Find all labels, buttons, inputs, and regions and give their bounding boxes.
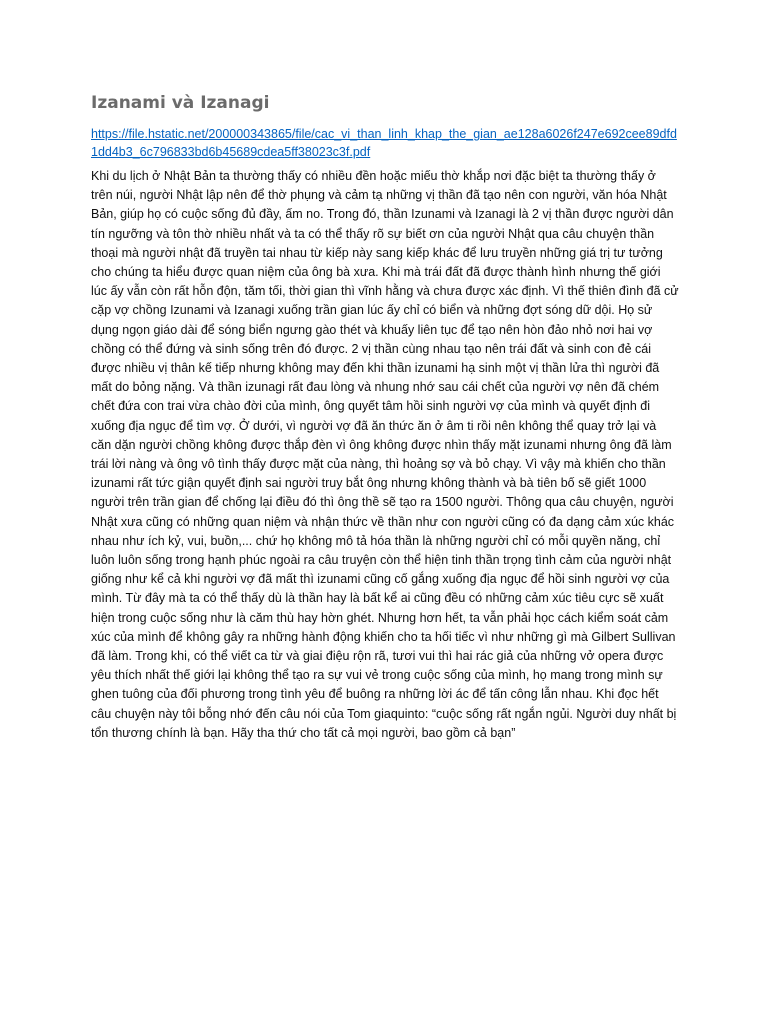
body-paragraph: Khi du lịch ở Nhật Bản ta thường thấy có nhiều đền hoặc miếu thờ khắp nơi đặc biệt ta thường thấy ở trên núi, người Nhật lập nên để thờ phụng và cảm tạ những vị thần đã tạo nên con người, văn hóa Nhật Bản, giúp họ có cuộc sống đủ đầy, ấm no. Trong đó, thần Izunami và Izanagi là 2 vị thần được người dân tín ngưỡng và tôn thờ nhiều nhất và ta có thể thấy rõ sự biết ơn của người Nhật qua câu chuyện thần thoại mà người nhật đã truyền tai nhau từ kiếp này sang kiếp khác để lưu truyền những giá trị tư tưởng cho chúng ta hiểu được quan niệm của ông bà xưa. Khi mà trái đất đã được thành hình nhưng thế giới lúc ấy vẫn còn rất hỗn độn, tăm tối, thời gian thì vĩnh hằng và chưa được xác định. Vì thế thiên đình đã cử cặp vợ chồng Izunami và Izanagi xuống trần gian lúc ấy chỉ có biển và những đợt sóng dữ dội. Họ sử dụng ngọn giáo dài để sóng biển ngưng gào thét và khuấy liên tục để tạo nên hòn đảo nhỏ nơi hai vợ chồng có thể đứng và sinh sống trên đó được. 2 vị thần cùng nhau tạo nên trái đất và sinh con đẻ cái được nhiều vị thân kế tiếp nhưng không may đến khi thần izunami hạ sinh một vị thần lửa thì người đã mất do bỏng nặng. Và thần izunagi rất đau lòng và nhung nhớ sau cái chết của người vợ nên đã chém chết đứa con trai vừa chào đời của mình, ông quyết tâm hồi sinh người vợ của mình và quyết định đi xuống địa ngục để tìm vợ. Ở dưới, vì người vợ đã ăn thức ăn ở âm ti rồi nên không thể quay trở lại và căn dặn người chồng không được thắp đèn vì ông không được nhìn thấy mặt izunami nhưng ông đã làm trái lời nàng và ông vô tình thấy được mặt của nàng, thì hoảng sợ và bỏ chạy. Vì vậy mà khiến cho thần izunami rất tức giận quyết định sai người truy bắt ông nhưng không thành và bà tiên bố sẽ giết 1000 người trên trần gian để chống lại điều đó thì ông thề sẽ tạo ra 1500 người. Thông qua câu chuyện, người Nhật xưa cũng có những quan niệm và nhận thức về thần như con người cũng có đa dạng cảm xúc khác nhau như ích kỷ, vui, buồn,... chứ họ không mô tả hóa thần là những người chỉ có mỗi quyền năng, chỉ luôn luôn sống trong hạnh phúc ngoài ra câu truyện còn thể hiện tinh thần trọng tình cảm của người nhật giống như kể cả khi người vợ đã mất thì izunami cũng cố gắng xuống địa ngục để hồi sinh người vợ của mình. Từ đây mà ta có thể thấy dù là thần hay là bất kể ai cũng đều có những cảm xúc tiêu cực sẽ xuất hiện trong cuộc sống như là căm thù hay hờn ghét. Nhưng hơn hết, ta vẫn phải học cách kiểm soát cảm xúc của mình để không gây ra những hành động khiến cho ta hối tiếc vì như những gì mà Gilbert Sullivan đã làm. Trong khi, có thể viết ca từ và giai điệu rộn rã, tươi vui thì hai rác giả của những vở opera được yêu thích nhất thế giới lại không thể tạo ra sự vui vẻ trong cuộc sống của mình, họ mang trong mình sự ghen tuông của đối phương trong tình yêu để buông ra những lời ác để tấn công lẫn nhau. Khi đọc hết câu chuyện này tôi bỗng nhớ đến câu nói của Tom giaquinto: “cuộc sống rất ngắn ngủi. Người duy nhất bị tổn thương chính là bạn. Hãy tha thứ cho tất cả mọi người, bao gồm cả bạn” [91, 169, 679, 740]
source-link[interactable]: https://file.hstatic.net/200000343865/file/cac_vi_than_linh_khap_the_gian_ae128a6026f247e692cee89dfd1dd4b3_6c796833bd6b45689cdea5ff38023c3f.pdf [91, 127, 677, 159]
document-title: Izanami và Izanagi [91, 93, 270, 113]
document-page [91, 93, 679, 743]
